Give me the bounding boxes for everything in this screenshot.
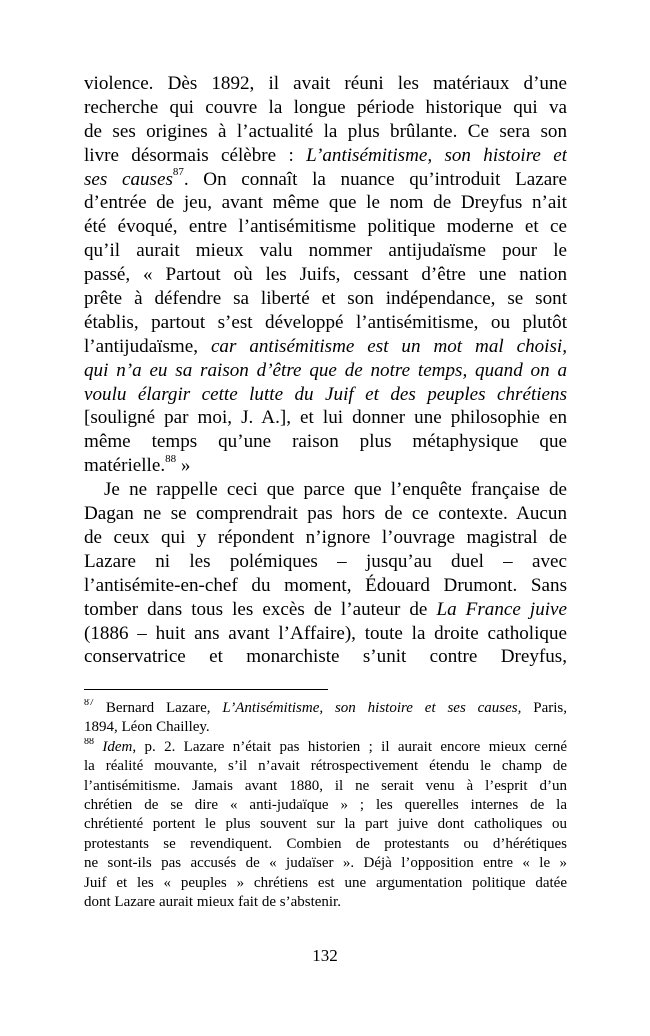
text-line: (1886 – huit ans avant l’Affaire), toute la droite catholique <box>84 622 567 644</box>
text-line: tomber dans tous les excès de l’auteur de La France juive <box>84 598 567 620</box>
footnote-line: chrétien de se dire « anti-judaïque » ; les querelles internes de la <box>84 796 567 813</box>
text-line: établis, partout s’est développé l’antisémitisme, ou plutôt <box>84 311 567 333</box>
page-number: 132 <box>312 946 338 965</box>
footnote-line: la réalité mouvante, s’il n’avait rétrospectivement étendu le champ de <box>84 758 567 775</box>
text-line: [souligné par moi, J. A.], et lui donner une philosophie en <box>84 407 567 429</box>
footnotes <box>84 699 567 912</box>
footnote-88: $^{88}$ Idem, p. 2. Lazare n’était pas historien ; il aurait encore mieux cerné <box>84 737 567 755</box>
footnote-87: $^{87}$ Bernard Lazare, L’Antisémitisme, son histoire et ses causes, Paris, <box>84 699 567 716</box>
text-line: qui n’a eu sa raison d’être que de notre temps, quand on a <box>84 359 567 381</box>
footnote-ref-87: 87 <box>172 167 184 179</box>
footnote-line: 1894, Léon Chailley. <box>84 719 210 736</box>
footnote-ref-88: 88 <box>165 452 177 465</box>
text-line: été évoqué, entre l’antisémitisme politique moderne et ce <box>84 216 567 238</box>
main-text <box>84 72 567 669</box>
footnote-line: Juif et les « peuples » chrétiens est une argumentation politique datée <box>84 874 567 891</box>
footnote-separator <box>84 689 328 690</box>
text-line: même temps qu’une raison plus métaphysique que <box>84 431 567 453</box>
footnote-marker: 87 <box>84 699 94 708</box>
footnote-line: dont Lazare aurait mieux fait de s’abstenir. <box>84 893 341 910</box>
footnote-marker: 88 <box>84 737 94 747</box>
footnote-line: chrétienté portent le plus souvent sur la part juive dont catholiques ou <box>84 816 567 833</box>
text-line: prête à défendre sa liberté et son indépendance, se sont <box>84 288 567 310</box>
footnote-line: protestants se revendiquent. Combien de protestants ou d’hérétiques <box>84 835 567 852</box>
text-line: de ses origines à l’actualité la plus brûlante. Ce sera son <box>84 120 567 142</box>
text-line: livre désormais célèbre : L’antisémitisme, son histoire et <box>84 144 567 166</box>
text-line: conservatrice et monarchiste s’unit contre Dreyfus, <box>84 646 567 668</box>
text-line: voulu élargir cette lutte du Juif et des peuples chrétiens <box>84 383 567 405</box>
footnote-line: ne sont-ils pas accusés de « judaïser ». Déjà l’opposition entre « le » <box>84 855 567 872</box>
text-line: d’entrée de jeu, avant même que le nom de Dreyfus n’ait <box>84 192 567 214</box>
text-line: qu’il aurait mieux valu nommer antijudaïsme pour le <box>84 240 567 262</box>
footnote-line: l’antisémitisme. Jamais avant 1880, il ne serait venu à l’esprit d’un <box>84 777 567 794</box>
text-line: de ceux qui y répondent n’ignore l’ouvrage magistral de <box>84 526 567 548</box>
text-line: l’antisémite-en-chef du moment, Édouard Drumont. Sans <box>84 574 567 596</box>
text-line: Lazare ni les polémiques – jusqu’au duel – avec <box>84 550 567 572</box>
text-line: matérielle.$^{88}$ » <box>84 452 191 477</box>
text-line: violence. Dès 1892, il avait réuni les matériaux d’une <box>84 73 567 94</box>
text-line: ses causes$^{87}$. On connaît la nuance qu’introduit Lazare <box>84 167 567 190</box>
text-line: Je ne rappelle ceci que parce que l’enquête française de <box>104 479 567 501</box>
text-line: recherche qui couvre la longue période historique qui va <box>84 96 567 118</box>
text-line: Dagan ne se comprendrait pas hors de ce contexte. Aucun <box>84 503 567 525</box>
text-line: l’antijudaïsme, car antisémitisme est un mot mal choisi, <box>84 335 567 357</box>
text-line: passé, « Partout où les Juifs, cessant d’être une nation <box>84 264 567 286</box>
